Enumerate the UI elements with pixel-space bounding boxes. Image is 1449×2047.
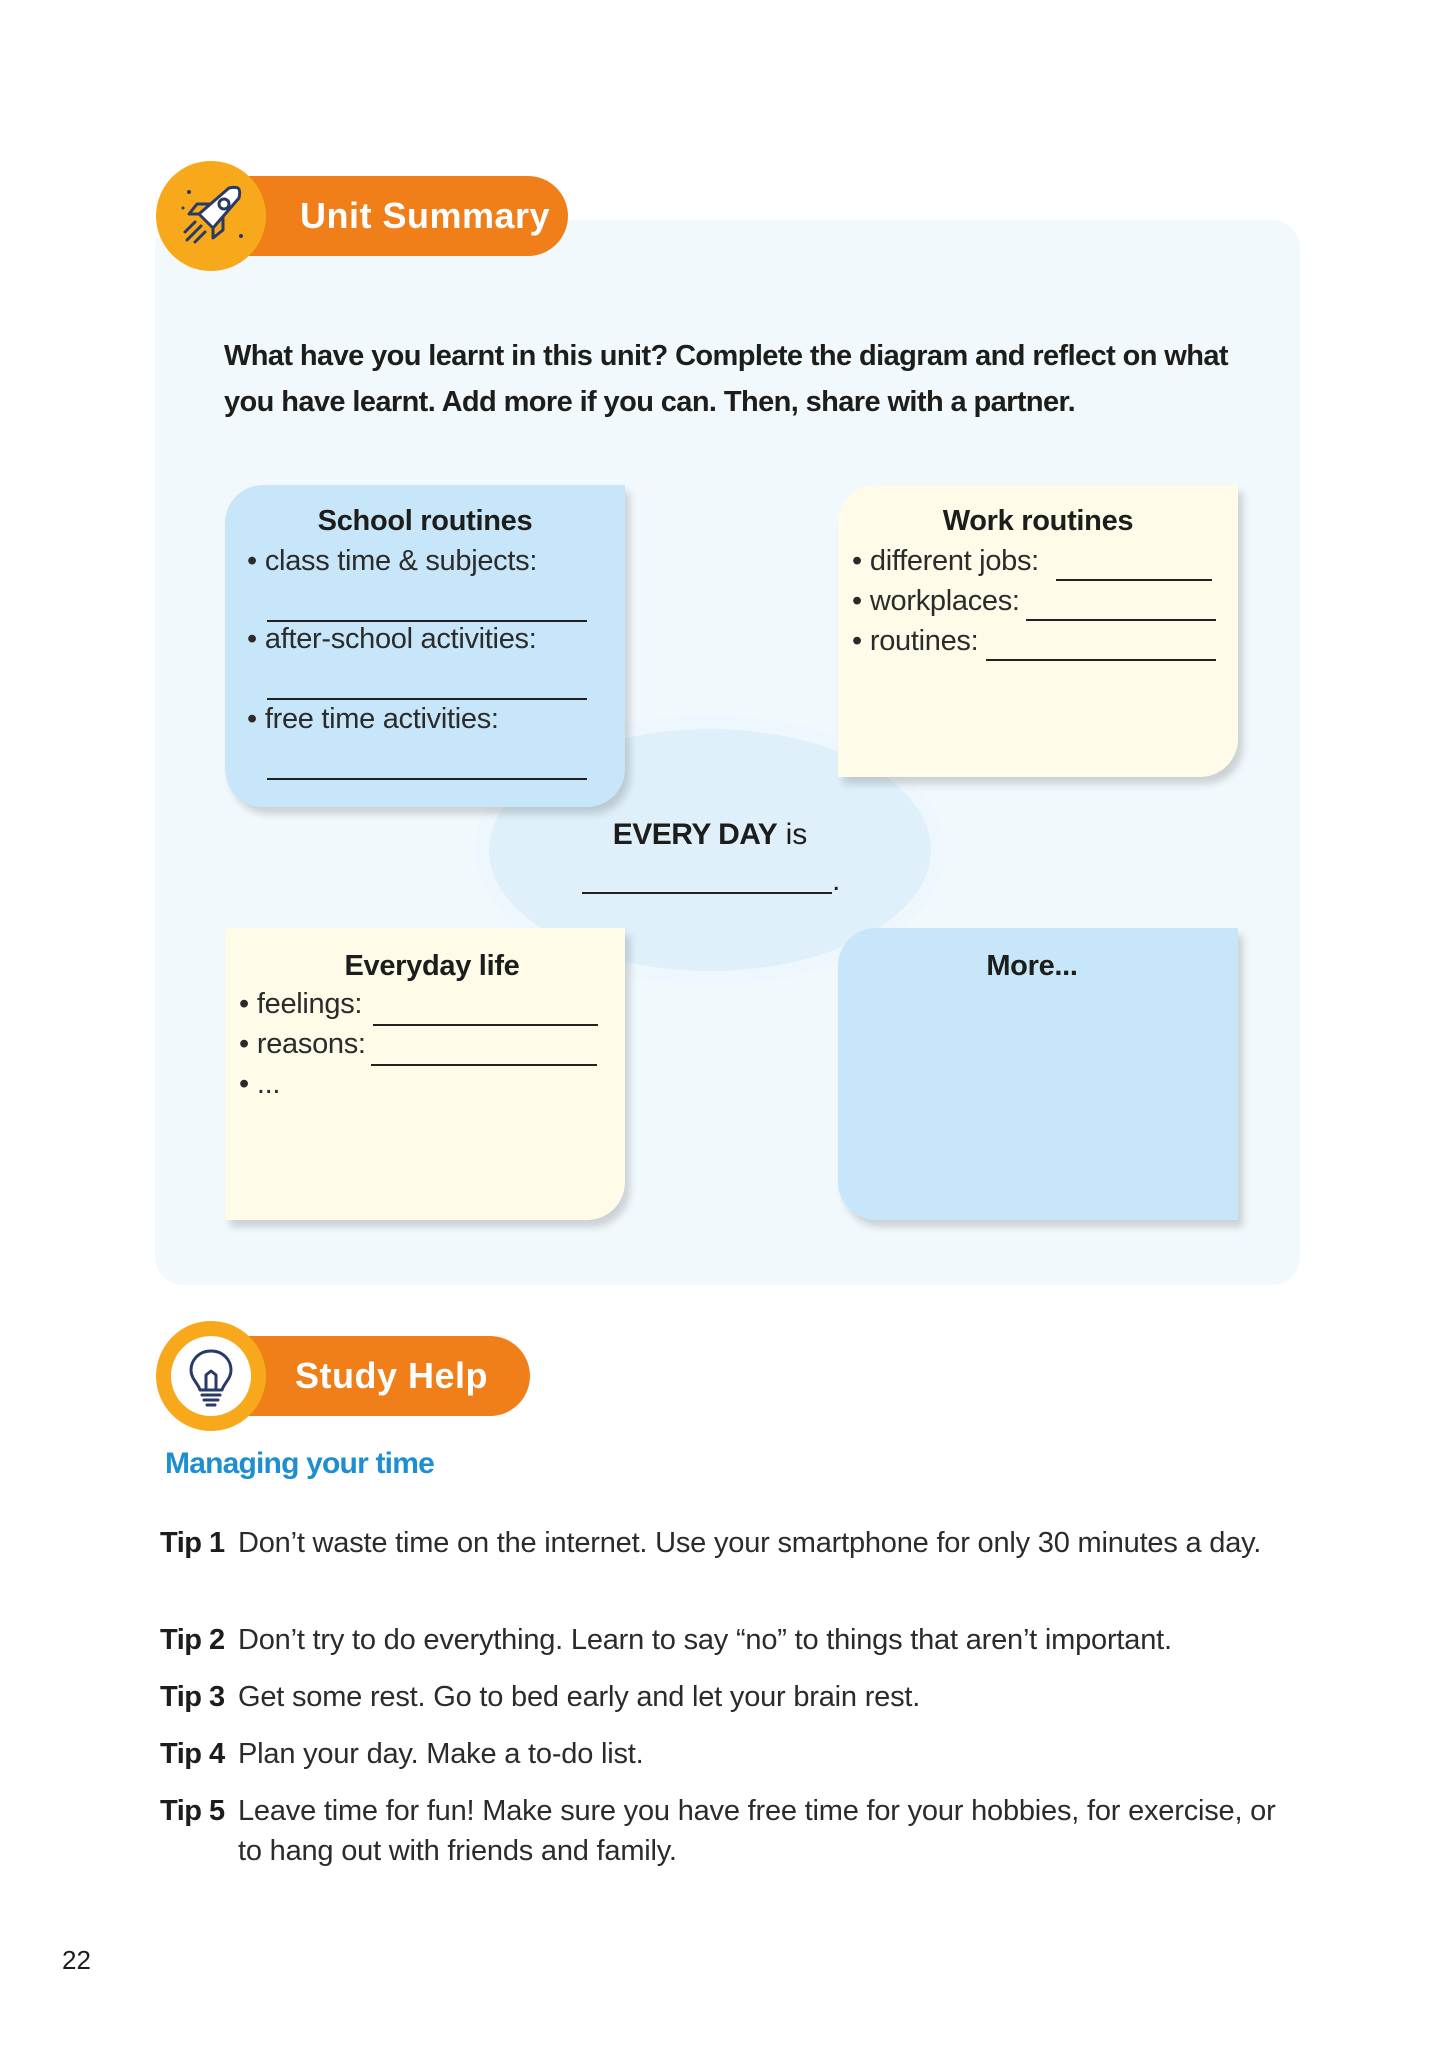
instructions: What have you learnt in this unit? Complete the diagram and reflect on what you have learnt. Add more if you can. Then, share with a partner. <box>224 340 1228 418</box>
answer-line[interactable] <box>986 659 1216 661</box>
list-item: • workplaces: <box>852 585 1020 617</box>
everyday-life-title: Everyday life <box>344 950 520 982</box>
list-item: • class time & subjects: <box>247 545 538 577</box>
rocket-icon <box>167 172 255 260</box>
list-item: • free time activities: <box>247 703 499 735</box>
answer-line[interactable] <box>582 892 832 894</box>
answer-line[interactable] <box>267 778 587 780</box>
list-item: • after-school activities: <box>247 623 537 655</box>
study-help-title: Study Help <box>295 1355 489 1396</box>
study-help-subheading: Managing your time <box>165 1447 434 1480</box>
tip-5: Tip 5 Leave time for fun! Make sure you have free time for your hobbies, for exercise, or to hang out with friends and family. <box>160 1795 1276 1867</box>
tip-4: Tip 4 Plan your day. Make a to-do list. <box>160 1738 644 1770</box>
more-box <box>838 928 1238 1220</box>
every-day-prompt: EVERY DAY is . <box>475 818 945 904</box>
work-routines-title: Work routines <box>942 505 1134 537</box>
list-item: • routines: <box>852 625 979 657</box>
list-item: • reasons: <box>239 1028 366 1060</box>
everyday-life-box <box>225 928 625 1220</box>
tip-3: Tip 3 Get some rest. Go to bed early and let your brain rest. <box>160 1681 921 1713</box>
list-item: • different jobs: <box>852 545 1039 577</box>
tip-2: Tip 2 Don’t try to do everything. Learn to say “no” to things that aren’t important. <box>160 1624 1172 1656</box>
more-title: More... <box>986 950 1078 982</box>
study-help-badge <box>156 1321 266 1431</box>
answer-line[interactable] <box>371 1064 597 1066</box>
lightbulb-icon <box>171 1336 251 1416</box>
answer-line[interactable] <box>267 620 587 622</box>
school-routines-box <box>225 485 625 807</box>
answer-line[interactable] <box>373 1024 598 1026</box>
school-routines-title: School routines <box>317 505 533 537</box>
unit-summary-title: Unit Summary <box>300 195 551 236</box>
unit-summary-badge <box>156 161 266 271</box>
list-item: • feelings: <box>239 988 363 1020</box>
answer-line[interactable] <box>1056 579 1212 581</box>
tip-1: Tip 1 Don’t waste time on the internet. Use your smartphone for only 30 minutes a day. <box>160 1527 1262 1559</box>
answer-line[interactable] <box>1026 619 1216 621</box>
page-number: 22 <box>62 1945 91 1975</box>
work-routines-box <box>838 485 1238 777</box>
list-item: • ... <box>239 1068 281 1100</box>
answer-line[interactable] <box>267 698 587 700</box>
